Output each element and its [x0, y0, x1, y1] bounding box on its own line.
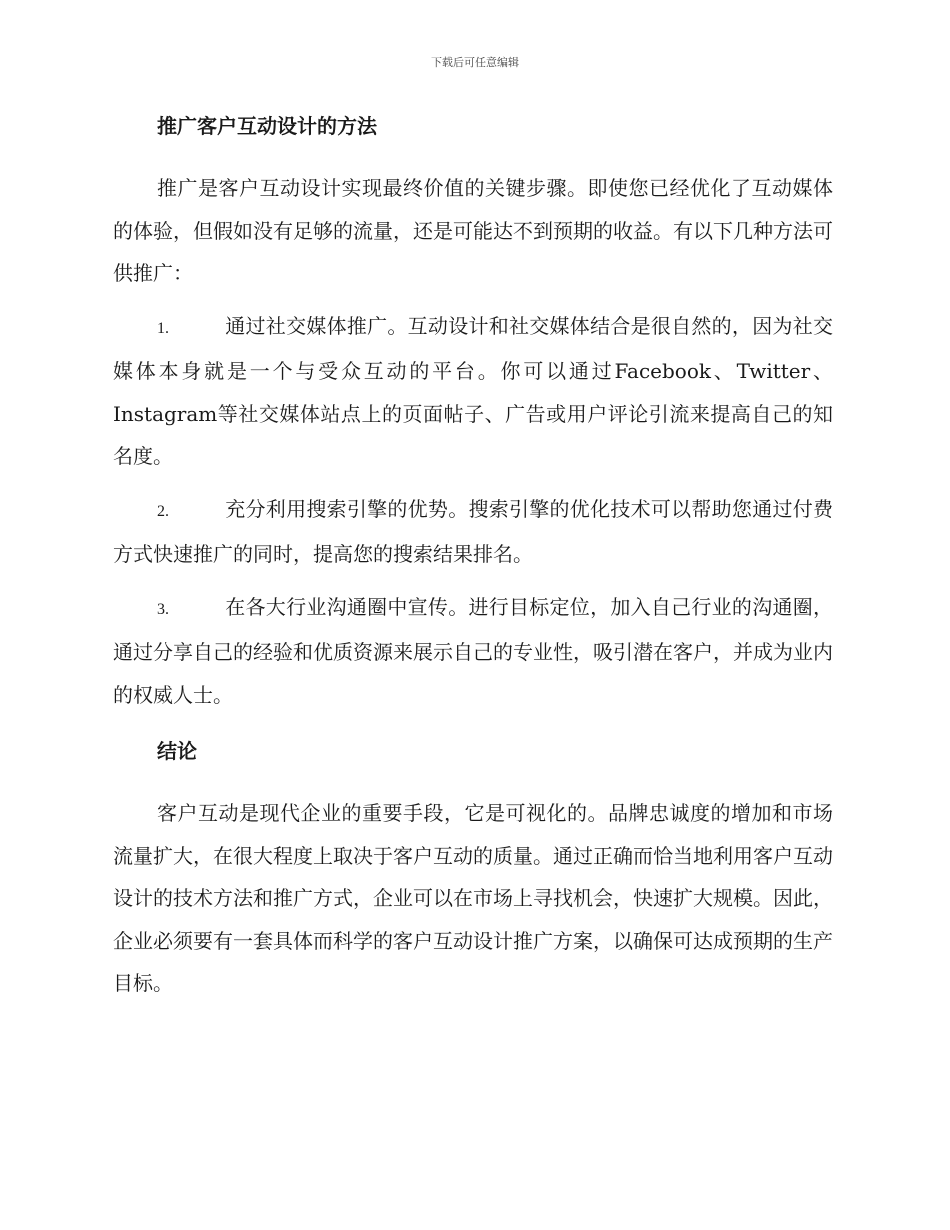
list-number: 2. — [157, 502, 169, 520]
conclusion-paragraph: 客户互动是现代企业的重要手段，它是可视化的。品牌忠诚度的增加和市场流量扩大，在很大程度上取决于客户互动的质量。通过正确而恰当地利用客户互动设计的技术方法和推广方式，企业可以在市场上寻找机会，快速扩大规模。因此，企业必须要有一套具体而科学的客户互动设计推广方案，以确保可达成预期的生产目标。 — [113, 801, 833, 995]
list-item-text: 充分利用搜索引擎的优势。搜索引擎的优化技术可以帮助您通过付费方式快速推广的同时，提高您的搜索结果排名。 — [113, 496, 833, 566]
document-body — [113, 111, 833, 1015]
list-item-3 — [113, 586, 833, 717]
section-heading-conclusion: 结论 — [157, 739, 197, 763]
list-item-text: 在各大行业沟通圈中宣传。进行目标定位，加入自己行业的沟通圈，通过分享自己的经验和优质资源来展示自己的专业性，吸引潜在客户，并成为业内的权威人士。 — [113, 594, 833, 707]
list-item-1 — [113, 305, 833, 478]
list-item-text: 通过社交媒体推广。互动设计和社交媒体结合是很自然的，因为社交媒体本身就是一个与受众互动的平台。你可以通过Facebook、Twitter、Instagram等社交媒体站点上的页面帖子、广告或用户评论引流来提高自己的知名度。 — [113, 313, 833, 468]
section-heading-promotion: 推广客户互动设计的方法 — [157, 114, 377, 138]
list-number: 1. — [157, 319, 169, 337]
list-item-2 — [113, 488, 833, 576]
list-number: 3. — [157, 600, 169, 618]
page-header-note: 下载后可任意编辑 — [431, 56, 519, 69]
intro-paragraph: 推广是客户互动设计实现最终价值的关键步骤。即使您已经优化了互动媒体的体验，但假如没有足够的流量，还是可能达不到预期的收益。有以下几种方法可供推广： — [113, 176, 833, 285]
